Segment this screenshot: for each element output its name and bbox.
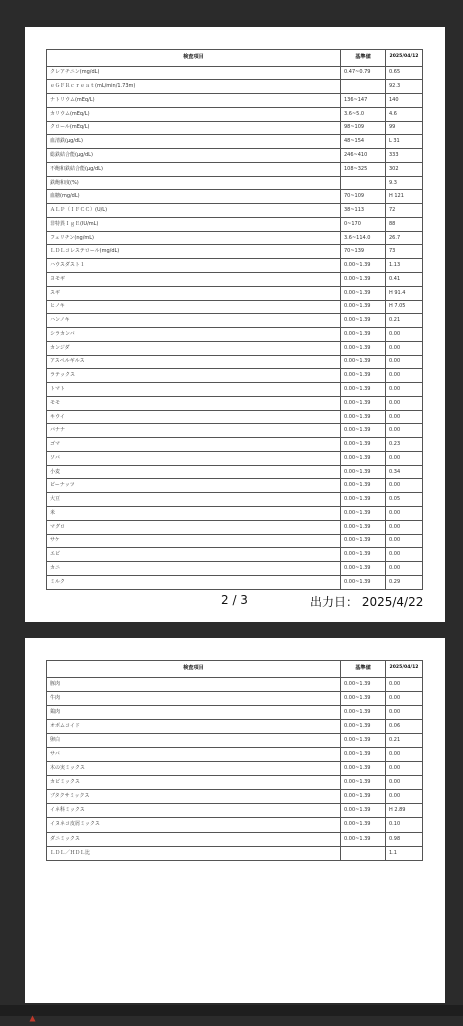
cell-reference: 0.00~1.39	[341, 300, 386, 314]
cell-item: 不飽和鉄結合能(μg/dL)	[47, 162, 341, 176]
cell-reference: 0.00~1.39	[341, 410, 386, 424]
cell-value: 0.21	[386, 314, 423, 328]
cell-value: 0.23	[386, 438, 423, 452]
cell-reference: 0.00~1.39	[341, 733, 386, 747]
cell-value: 73	[386, 245, 423, 259]
cell-item: ＬＤＬコレステロール(mg/dL)	[47, 245, 341, 259]
table-row	[47, 94, 423, 108]
cell-value: 0.00	[386, 548, 423, 562]
table-body	[47, 677, 423, 860]
cell-item: イヌネコ皮屑ミックス	[47, 818, 341, 832]
cell-value: 0.00	[386, 328, 423, 342]
cell-item: オボムコイド	[47, 719, 341, 733]
cell-item: ハウスダスト１	[47, 259, 341, 273]
cell-item: ナトリウム(mEq/L)	[47, 94, 341, 108]
cell-item: クレアチニン(mg/dL)	[47, 66, 341, 80]
table-row	[47, 383, 423, 397]
cell-reference: 0.00~1.39	[341, 438, 386, 452]
cell-item: トマト	[47, 383, 341, 397]
cell-item: スギ	[47, 286, 341, 300]
table-row	[47, 162, 423, 176]
table-row	[47, 424, 423, 438]
cell-value: 92.3	[386, 80, 423, 94]
cell-value: 0.00	[386, 705, 423, 719]
cell-value: 1.13	[386, 259, 423, 273]
cell-reference: 0.00~1.39	[341, 804, 386, 818]
cell-item: アスペルギルス	[47, 355, 341, 369]
cell-reference: 3.6~5.0	[341, 107, 386, 121]
taskbar	[0, 1005, 463, 1016]
table-row	[47, 818, 423, 832]
cell-reference: 0.00~1.39	[341, 451, 386, 465]
cell-reference: 0.00~1.39	[341, 832, 386, 846]
table-row	[47, 121, 423, 135]
cell-value: 0.00	[386, 776, 423, 790]
cell-reference: 0.00~1.39	[341, 705, 386, 719]
cell-value: 72	[386, 204, 423, 218]
cell-item: フェリチン(ng/mL)	[47, 231, 341, 245]
table-row	[47, 369, 423, 383]
header-reference: 基準値	[341, 50, 386, 67]
table-row	[47, 438, 423, 452]
cell-reference: 246~410	[341, 149, 386, 163]
header-item: 検査項目	[47, 661, 341, 678]
cell-reference: 0.00~1.39	[341, 493, 386, 507]
table-row	[47, 493, 423, 507]
table-row	[47, 804, 423, 818]
table-row	[47, 534, 423, 548]
cell-reference: 0.00~1.39	[341, 507, 386, 521]
cell-item: 鶏肉	[47, 705, 341, 719]
cell-item: サバ	[47, 747, 341, 761]
table-row	[47, 231, 423, 245]
table-row	[47, 190, 423, 204]
cell-value: 0.00	[386, 479, 423, 493]
cell-value: 0.00	[386, 451, 423, 465]
cell-item: カリウム(mEq/L)	[47, 107, 341, 121]
cell-value: 1.1	[386, 846, 423, 860]
cell-value: 0.00	[386, 383, 423, 397]
cell-value: 0.00	[386, 424, 423, 438]
cell-value: 140	[386, 94, 423, 108]
cell-reference: 0.00~1.39	[341, 341, 386, 355]
cell-reference: 0.47~0.79	[341, 66, 386, 80]
cell-reference: 0.00~1.39	[341, 286, 386, 300]
cell-item: 血清鉄(μg/dL)	[47, 135, 341, 149]
cell-value: H 91.4	[386, 286, 423, 300]
cell-item: ピーナッツ	[47, 479, 341, 493]
cell-reference: 0.00~1.39	[341, 719, 386, 733]
cell-reference: 0.00~1.39	[341, 465, 386, 479]
cell-item: ブタクサミックス	[47, 790, 341, 804]
cell-item: カビミックス	[47, 776, 341, 790]
table-row	[47, 204, 423, 218]
cell-item: ｅＧＦＲｃｒｅａｔ(mL/min/1.73m)	[47, 80, 341, 94]
cell-item: ソバ	[47, 451, 341, 465]
cell-item: 卵白	[47, 733, 341, 747]
table-row	[47, 479, 423, 493]
cell-value: 0.00	[386, 534, 423, 548]
table-row	[47, 677, 423, 691]
cell-item: 大豆	[47, 493, 341, 507]
cell-reference: 0.00~1.39	[341, 355, 386, 369]
header-reference: 基準値	[341, 661, 386, 678]
cell-value: 0.00	[386, 410, 423, 424]
table-row	[47, 562, 423, 576]
table-row	[47, 272, 423, 286]
cell-reference: 0.00~1.39	[341, 818, 386, 832]
cell-item: ラテックス	[47, 369, 341, 383]
table-row	[47, 691, 423, 705]
table-row	[47, 176, 423, 190]
page-number: 2 / 3	[221, 593, 248, 607]
cell-value: 0.41	[386, 272, 423, 286]
cell-value: 4.6	[386, 107, 423, 121]
table-row	[47, 314, 423, 328]
cell-value: 333	[386, 149, 423, 163]
cell-reference: 108~325	[341, 162, 386, 176]
cell-reference: 0.00~1.39	[341, 790, 386, 804]
cell-item: バナナ	[47, 424, 341, 438]
table-row	[47, 286, 423, 300]
table-row	[47, 217, 423, 231]
cell-value: 0.00	[386, 562, 423, 576]
cell-reference: 0.00~1.39	[341, 691, 386, 705]
cell-reference: 0.00~1.39	[341, 575, 386, 589]
cell-value: 0.98	[386, 832, 423, 846]
cell-value: L 31	[386, 135, 423, 149]
cell-value: 9.3	[386, 176, 423, 190]
cell-reference	[341, 176, 386, 190]
table-header-row	[47, 50, 423, 67]
cell-item: ミルク	[47, 575, 341, 589]
cell-item: ＬＤＬ／ＨＤＬ比	[47, 846, 341, 860]
cell-item: ハンノキ	[47, 314, 341, 328]
cell-reference: 0.00~1.39	[341, 424, 386, 438]
cell-reference: 0.00~1.39	[341, 520, 386, 534]
cell-reference: 0.00~1.39	[341, 479, 386, 493]
cell-reference: 136~147	[341, 94, 386, 108]
cell-item: 木の実ミックス	[47, 762, 341, 776]
cell-value: H 2.89	[386, 804, 423, 818]
cell-item: カンジダ	[47, 341, 341, 355]
cell-value: 302	[386, 162, 423, 176]
table-row	[47, 762, 423, 776]
cell-reference: 0.00~1.39	[341, 314, 386, 328]
cell-item: 血糖(mg/dL)	[47, 190, 341, 204]
cell-item: エビ	[47, 548, 341, 562]
cell-item: 非特異ＩｇＥ(IU/mL)	[47, 217, 341, 231]
cell-value: 0.65	[386, 66, 423, 80]
cell-value: 0.00	[386, 747, 423, 761]
table-row	[47, 776, 423, 790]
table-row	[47, 465, 423, 479]
pdf-app-icon[interactable]	[29, 1007, 36, 1014]
cell-item: ＡＬＰ（ＩＦＣＣ）(U/L)	[47, 204, 341, 218]
cell-value: 0.00	[386, 507, 423, 521]
lab-results-table	[46, 660, 423, 861]
cell-reference: 3.6~114.0	[341, 231, 386, 245]
cell-item: 総鉄結合能(μg/dL)	[47, 149, 341, 163]
cell-value: 0.00	[386, 677, 423, 691]
cell-value: 0.21	[386, 733, 423, 747]
table-row	[47, 575, 423, 589]
table-row	[47, 733, 423, 747]
pdf-app-icon-glyph	[29, 1015, 36, 1022]
table-row	[47, 520, 423, 534]
header-date: 2025/04/12	[386, 50, 423, 67]
table-row	[47, 548, 423, 562]
cell-value: 0.10	[386, 818, 423, 832]
table-row	[47, 719, 423, 733]
cell-reference: 0.00~1.39	[341, 369, 386, 383]
document-page-2	[25, 27, 445, 622]
table-header-row	[47, 661, 423, 678]
cell-reference: 0.00~1.39	[341, 534, 386, 548]
cell-value: 0.34	[386, 465, 423, 479]
cell-value: 0.00	[386, 691, 423, 705]
output-date: 出力日： 2025/4/22	[310, 595, 424, 609]
cell-reference: 38~113	[341, 204, 386, 218]
table-row	[47, 149, 423, 163]
table-row	[47, 747, 423, 761]
table-body	[47, 66, 423, 589]
table-row	[47, 832, 423, 846]
cell-reference: 70~109	[341, 190, 386, 204]
cell-reference: 0.00~1.39	[341, 383, 386, 397]
cell-value: 0.00	[386, 355, 423, 369]
cell-value: 0.06	[386, 719, 423, 733]
page-footer	[25, 593, 445, 609]
table-row	[47, 355, 423, 369]
cell-item: 豚肉	[47, 677, 341, 691]
cell-reference: 0.00~1.39	[341, 677, 386, 691]
cell-item: 牛肉	[47, 691, 341, 705]
cell-item: キウイ	[47, 410, 341, 424]
cell-item: マグロ	[47, 520, 341, 534]
cell-value: 0.00	[386, 396, 423, 410]
cell-reference: 48~154	[341, 135, 386, 149]
cell-value: 26.7	[386, 231, 423, 245]
cell-item: ヨモギ	[47, 272, 341, 286]
cell-item: 小麦	[47, 465, 341, 479]
cell-reference: 98~109	[341, 121, 386, 135]
cell-value: H 121	[386, 190, 423, 204]
cell-value: 0.05	[386, 493, 423, 507]
cell-reference: 0.00~1.39	[341, 548, 386, 562]
cell-reference	[341, 846, 386, 860]
table-row	[47, 451, 423, 465]
cell-value: 0.00	[386, 762, 423, 776]
table-row	[47, 259, 423, 273]
header-item: 検査項目	[47, 50, 341, 67]
cell-item: ゴマ	[47, 438, 341, 452]
table-row	[47, 705, 423, 719]
cell-value: 88	[386, 217, 423, 231]
table-row	[47, 107, 423, 121]
table-row	[47, 135, 423, 149]
cell-item: モモ	[47, 396, 341, 410]
cell-item: 鉄飽和度(%)	[47, 176, 341, 190]
cell-item: サケ	[47, 534, 341, 548]
cell-item: 米	[47, 507, 341, 521]
cell-value: 0.00	[386, 341, 423, 355]
table-row	[47, 66, 423, 80]
table-row	[47, 846, 423, 860]
cell-reference: 0.00~1.39	[341, 562, 386, 576]
cell-reference: 0.00~1.39	[341, 762, 386, 776]
table-row	[47, 300, 423, 314]
table-row	[47, 80, 423, 94]
table-row	[47, 341, 423, 355]
table-row	[47, 396, 423, 410]
cell-value: 0.00	[386, 790, 423, 804]
cell-reference: 70~139	[341, 245, 386, 259]
cell-item: ヒノキ	[47, 300, 341, 314]
table-row	[47, 790, 423, 804]
cell-value: H 7.05	[386, 300, 423, 314]
lab-results-table	[46, 49, 423, 590]
cell-value: 0.00	[386, 520, 423, 534]
cell-reference: 0.00~1.39	[341, 776, 386, 790]
cell-item: イネ科ミックス	[47, 804, 341, 818]
cell-reference: 0~170	[341, 217, 386, 231]
header-date: 2025/04/12	[386, 661, 423, 678]
cell-item: シラカンバ	[47, 328, 341, 342]
cell-reference	[341, 80, 386, 94]
cell-value: 99	[386, 121, 423, 135]
document-page-3	[25, 638, 445, 1003]
cell-item: カニ	[47, 562, 341, 576]
cell-reference: 0.00~1.39	[341, 272, 386, 286]
cell-item: ダニミックス	[47, 832, 341, 846]
cell-reference: 0.00~1.39	[341, 328, 386, 342]
table-row	[47, 245, 423, 259]
cell-reference: 0.00~1.39	[341, 396, 386, 410]
table-row	[47, 410, 423, 424]
table-row	[47, 507, 423, 521]
cell-item: クロール(mEq/L)	[47, 121, 341, 135]
cell-value: 0.29	[386, 575, 423, 589]
cell-value: 0.00	[386, 369, 423, 383]
cell-reference: 0.00~1.39	[341, 747, 386, 761]
table-row	[47, 328, 423, 342]
cell-reference: 0.00~1.39	[341, 259, 386, 273]
